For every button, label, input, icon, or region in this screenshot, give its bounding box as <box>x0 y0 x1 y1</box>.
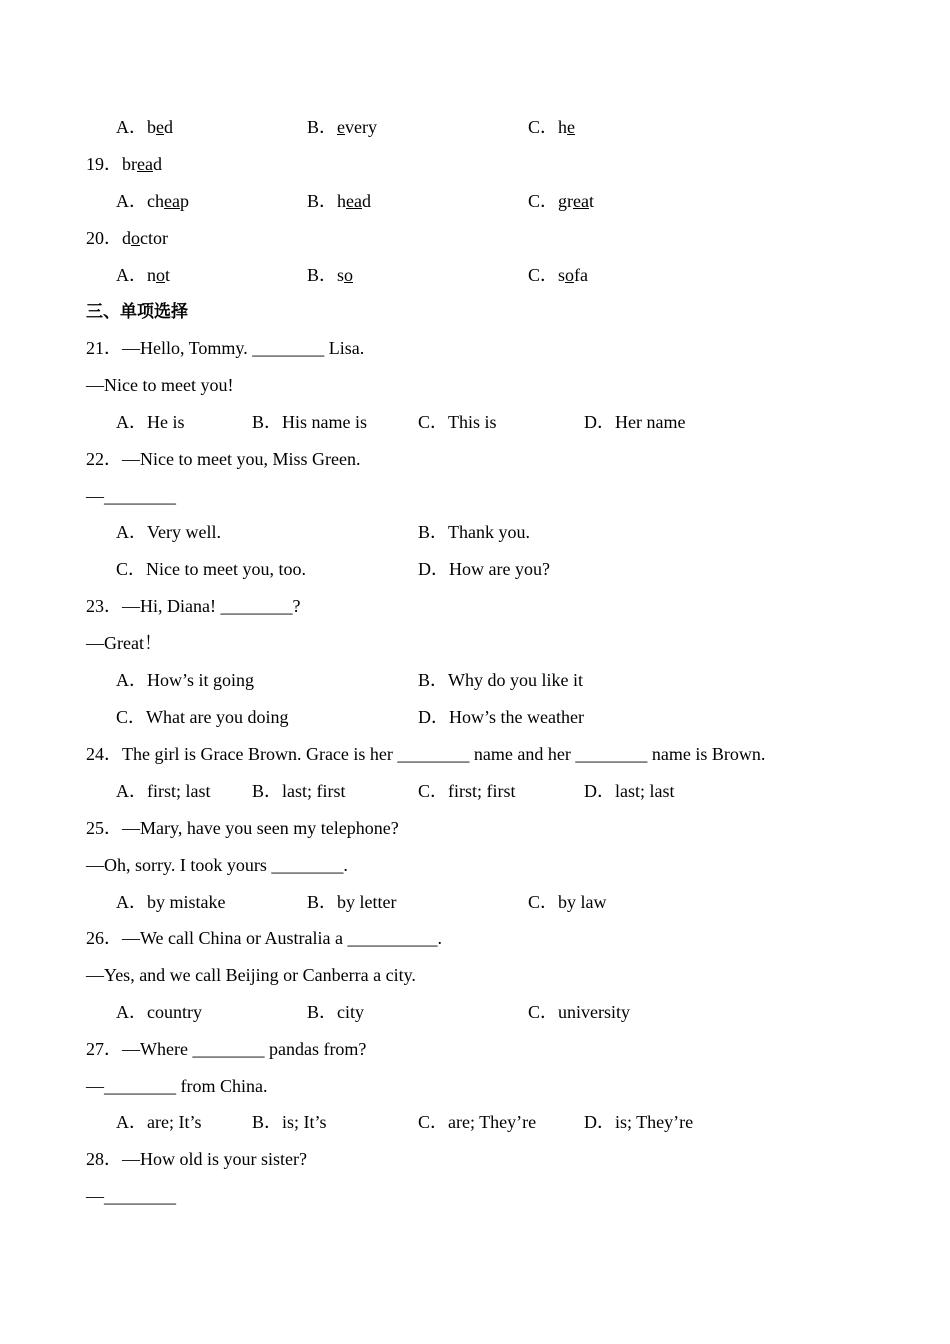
option-letter: C． <box>528 117 559 137</box>
underlined-letters: ea <box>346 191 362 211</box>
underlined-letters: e <box>156 117 164 137</box>
word-part: s <box>558 265 566 285</box>
word-part: h <box>558 117 568 137</box>
q19-option-a <box>116 190 189 212</box>
q27-option-b: B．is; It’s <box>252 1112 327 1132</box>
q27-response: —________ from China. <box>86 1076 268 1096</box>
underlined-letters: o <box>131 228 140 248</box>
option-letter: B． <box>307 117 338 137</box>
option-letter: C． <box>528 265 559 285</box>
q24-option-a: A．first; last <box>116 781 211 801</box>
q23-option-d: D．How’s the weather <box>418 707 584 727</box>
q27-stem: 27．—Where ________ pandas from? <box>86 1039 367 1059</box>
underlined-letters: o <box>156 265 165 285</box>
word-part: d <box>152 154 162 174</box>
q28-response: —________ <box>86 1186 176 1206</box>
q21-option-d: D．Her name <box>584 412 686 432</box>
q20-option-a <box>116 264 170 286</box>
word-part: ch <box>147 191 164 211</box>
q19-option-b <box>307 190 371 212</box>
q23-option-a: A．How’s it going <box>116 670 255 690</box>
q21-stem: 21．—Hello, Tommy. ________ Lisa. <box>86 338 365 358</box>
word-part: t <box>165 265 171 285</box>
word-part: n <box>147 265 156 285</box>
q23-response: —Great！ <box>86 633 162 653</box>
q25-stem: 25．—Mary, have you seen my telephone? <box>86 818 399 838</box>
word-part: b <box>147 117 156 137</box>
question-number: 19． <box>86 154 122 174</box>
option-letter: B． <box>307 191 338 211</box>
q18-option-a <box>116 116 173 138</box>
q20-stem <box>86 227 168 249</box>
section-title: 三、单项选择 <box>86 302 188 322</box>
q27-option-a: A．are; It’s <box>116 1112 202 1132</box>
word-part: h <box>337 191 347 211</box>
underlined-letters: ea <box>573 191 589 211</box>
word-part: d <box>122 228 131 248</box>
q24-option-c: C．first; first <box>418 781 516 801</box>
q24-option-b: B．last; first <box>252 781 346 801</box>
q18-option-b <box>307 116 377 138</box>
underlined-letters: ea <box>137 154 153 174</box>
q27-option-c: C．are; They’re <box>418 1112 537 1132</box>
word-part: very <box>345 117 377 137</box>
q21-option-a: A．He is <box>116 412 185 432</box>
q23-option-c: C．What are you doing <box>116 707 289 727</box>
q26-option-a: A．country <box>116 1002 202 1022</box>
word-part: br <box>122 154 137 174</box>
underlined-letters: o <box>565 265 575 285</box>
q22-option-a: A．Very well. <box>116 522 221 542</box>
option-letter: A． <box>116 117 147 137</box>
q26-response: —Yes, and we call Beijing or Canberra a city. <box>86 965 416 985</box>
q21-response: —Nice to meet you! <box>86 375 234 395</box>
question-number: 20． <box>86 228 122 248</box>
q19-option-c <box>528 190 594 212</box>
q26-option-c: C．university <box>528 1002 630 1022</box>
word-part: s <box>337 265 345 285</box>
word-part: ctor <box>140 228 168 248</box>
q21-option-c: C．This is <box>418 412 497 432</box>
underlined-letters: o <box>344 265 354 285</box>
option-letter: A． <box>116 265 147 285</box>
q23-option-b: B．Why do you like it <box>418 670 583 690</box>
q28-stem: 28．—How old is your sister? <box>86 1149 307 1169</box>
underlined-letters: e <box>567 117 576 137</box>
q24-option-d: D．last; last <box>584 781 675 801</box>
option-letter: A． <box>116 191 147 211</box>
q22-option-c: C．Nice to meet you, too. <box>116 559 306 579</box>
word-part: fa <box>574 265 589 285</box>
q24-stem: 24．The girl is Grace Brown. Grace is her ________ name and her ________ name is Brown. <box>86 744 766 764</box>
q25-option-a: A．by mistake <box>116 892 226 912</box>
q22-option-d: D．How are you? <box>418 559 550 579</box>
q26-stem: 26．—We call China or Australia a __________. <box>86 928 442 948</box>
word-part: d <box>164 117 173 137</box>
q18-option-c <box>528 116 575 138</box>
option-letter: B． <box>307 265 338 285</box>
q25-response: —Oh, sorry. I took yours ________. <box>86 855 348 875</box>
q22-response: —________ <box>86 486 176 506</box>
word-part: d <box>362 191 371 211</box>
q20-option-b <box>307 264 353 286</box>
q27-option-d: D．is; They’re <box>584 1112 694 1132</box>
q21-option-b: B．His name is <box>252 412 367 432</box>
q23-stem: 23．—Hi, Diana! ________? <box>86 596 301 616</box>
word-part: t <box>589 191 595 211</box>
option-letter: C． <box>528 191 559 211</box>
q20-option-c <box>528 264 588 286</box>
q22-option-b: B．Thank you. <box>418 522 530 542</box>
underlined-letters: e <box>337 117 346 137</box>
word-part: p <box>179 191 189 211</box>
q22-stem: 22．—Nice to meet you, Miss Green. <box>86 449 361 469</box>
underlined-letters: ea <box>164 191 180 211</box>
word-part: gr <box>558 191 574 211</box>
q25-option-b: B．by letter <box>307 892 397 912</box>
q19-stem <box>86 153 162 175</box>
q26-option-b: B．city <box>307 1002 364 1022</box>
q25-option-c: C．by law <box>528 892 607 912</box>
